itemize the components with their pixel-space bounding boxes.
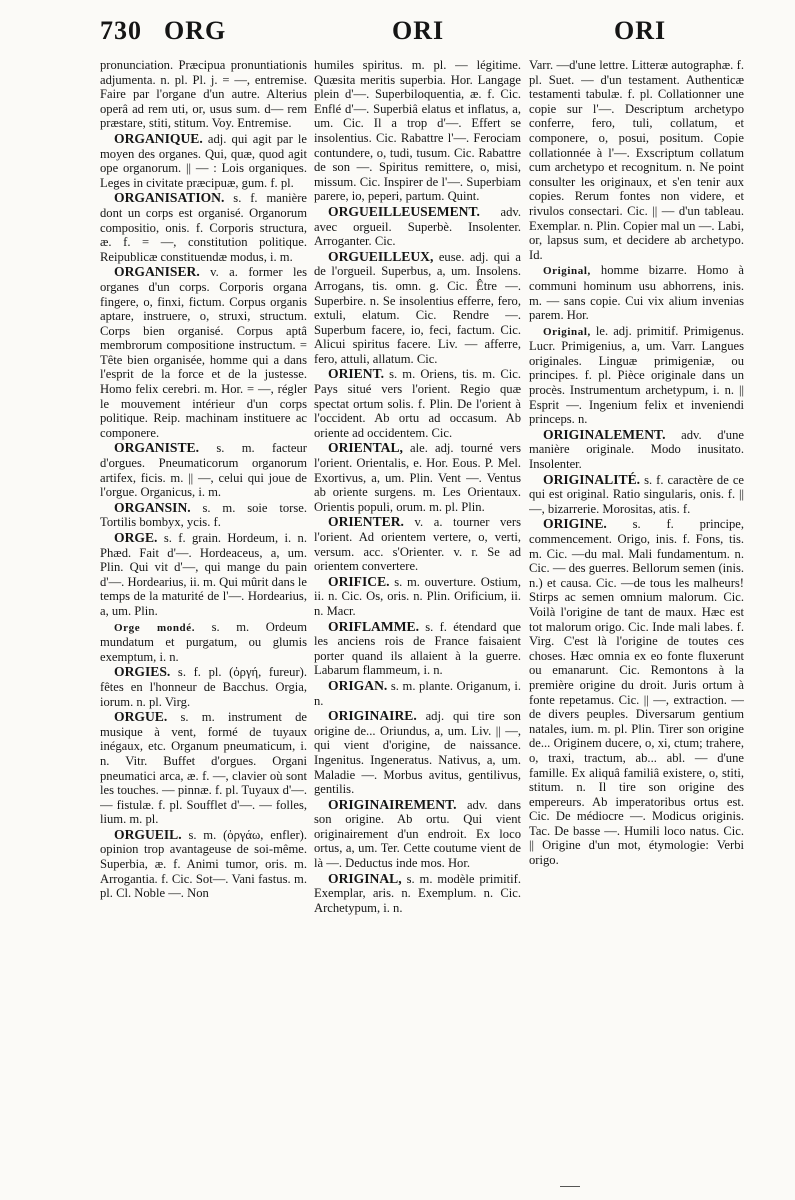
entry-definition: s. m. Oriens, tis. m. Cic. Pays situé vers l'orient. Regio quæ spectat ortum solis. f. Plin. De l'orient à l'occident. Ab ortu ad occasum. Ab oriente ad occidentem. Cic. [314, 367, 521, 440]
entry-headword: ORGUEILLEUX, [328, 248, 434, 264]
entry-definition: s. m. Ordeum mundatum et purgatum, ou glumis exemptum, i. n. [100, 619, 307, 664]
dictionary-entry [100, 191, 307, 264]
entry-headword: ORGE. [114, 530, 158, 545]
entry-definition: adv. d'une manière originale. Modo inusitato. Insolenter. [529, 427, 744, 472]
entry-definition: s. f. principe, commencement. Origo, inis. f. Fons, tis. m. Cic. —du mal. Mali fundamentum. n. Cic. — des guerres. Bellorum semen (inis. n.) et causa. Cic. —de tous les malheurs! Stirps ac semen omnium malorum. Cic. Voilà l'origine de tant de maux. Hæc est tot malorum origo. Cic. Inde mali labes. f. Virg. C'est là l'origine de toutes ces choses. Hæc omnia ex eo fonte fluxerunt ou emanarunt. Cic. Remontons à la première origine du droit. Juris ortum à fonte repetamus. Cic. || —, extraction. — de divers peuples. Diversarum gentium natales, ium. m. pl. Plin. Tirer son origine de... Originem ducere, o, xi, ctum; trahere, o, traxi, tractum, ab... abl. — d'une famille. Ex aliquâ familiâ existere, o, stiti, stitum. n. Il tire son origine des empereurs. Ab imperatoribus ortus est. Cic. De médiocre —. Modicus originis. Tac. De basse —. Humili loco natus. Cic. || Origine d'un mot, étymologie: Verbi origo. [529, 517, 744, 868]
entry-headword: Original, [543, 265, 591, 278]
entry-headword: ORGIES. [114, 664, 171, 680]
entry-headword: ORGUEILLEUSEMENT. [328, 203, 480, 219]
entry-definition: s. m. soie torse. Tortilis bombyx, ycis. f. [100, 500, 307, 530]
header-right-guide-word: ORI [614, 16, 667, 45]
entry-definition: Varr. —d'une lettre. Litteræ autographæ. f. pl. Suet. — d'un testament. Authenticæ testamenti tabulæ. f. pl. Collationner une copie sur l'—. Descriptum archetypo conferre, fero, tuli, collatum, et componere, o, posui, positum. Copie collationnée à l'—. Exscriptum collatum cum archetypo et recognitum. n. Ne point consulter les originaux, et s'en tenir aux copies. Rerum fontes non videre, et rivulos consectari. Cic. || — d'un tableau. Exemplar. n. Plin. Copier mal un —. Labi, or, lapsus sum, et decidere ab archetypo. Id. [529, 58, 744, 262]
entry-definition: homme bizarre. Homo à communi hominum usu abhorrens, inis. m. — sans copie. Cui vix alium invenias parem. Hor. [529, 263, 744, 323]
entry-definition: s. m. facteur d'orgues. Pneumaticorum organorum artifex, ficis. m. || —, celui qui joue de l'orgue. Organicus, i. m. [100, 441, 307, 500]
dictionary-entry [529, 263, 744, 322]
entry-headword: ORGANIQUE. [114, 130, 203, 146]
entry-definition: s. f. grain. Hordeum, i. n. Phæd. Fait d'—. Hordeaceus, a, um. Plin. Qui vit d'—, qui mange du pain d'—. Hordearius, ii. m. Qui mûrit dans le temps de la maturité de l'—. Hordearius, a, um. Plin. [100, 531, 307, 618]
dictionary-entry [314, 798, 521, 871]
dictionary-entry [529, 473, 744, 517]
dictionary-entry [314, 515, 521, 573]
dictionary-entry [314, 58, 521, 204]
entry-definition: s. m. plante. Origanum, i. n. [314, 678, 521, 708]
entry-headword: ORIGINAIREMENT. [328, 796, 457, 812]
entry-headword: Original, [543, 325, 591, 338]
dictionary-entry [314, 575, 521, 619]
entry-definition: adj. qui agit par le moyen des organes. Qui, quæ, quod agit ope organorum. || — : Lois organiques. Leges in civitate præcipuæ, gum. f. pl. [100, 131, 307, 190]
entry-definition: s. f. pl. (ὀργή, fureur). fêtes en l'honneur de Bacchus. Orgia, iorum. n. pl. Virg. [100, 665, 307, 709]
entry-headword: ORIGINAL, [328, 870, 402, 886]
entry-definition: adv. avec orgueil. Superbè. Insolenter. Arroganter. Cic. [314, 204, 521, 249]
entry-definition: v. a. tourner vers l'orient. Ad orientem vertere, o, verti, versum. acc. s'Orienter. v. r. Se ad orientem convertere. [314, 515, 521, 574]
entry-headword: ORGANISATION. [114, 190, 225, 206]
dictionary-entry [100, 265, 307, 440]
entry-headword: ORIGINAIRE. [328, 708, 417, 724]
dictionary-entry [100, 665, 307, 709]
dictionary-entry [100, 828, 307, 901]
entry-headword: ORIGINALITÉ. [543, 471, 641, 487]
entry-headword: Orge mondé. [114, 621, 196, 634]
entry-definition: adj. qui tire son origine de... Oriundus, a, um. Liv. || —, qui vient d'origine, de naissance. Ingenitus. Ingeneratus. Nativus, a, um. Maladie —. Morbus avitus, gentilivus, gentilis. [314, 709, 521, 797]
dictionary-entry [314, 441, 521, 514]
entry-headword: ORIGAN. [328, 677, 388, 693]
dictionary-entry [314, 872, 521, 916]
running-header [100, 16, 750, 56]
entry-definition: le. adj. primitif. Primigenus. Lucr. Primigenius, a, um. Varr. Langues originales. Linguæ primigeniæ, ou principes. f. pl. Pièce originale dans un procès. Instrumentum archetypum, i. n. || Esprit —. Ingenium felix et inveniendi princeps. n. [529, 323, 744, 427]
entry-headword: ORIGINE. [543, 516, 607, 532]
entry-headword: ORIGINALEMENT. [543, 426, 666, 442]
dictionary-entry [314, 679, 521, 708]
entry-definition: s. m. (ὀργάω, enfler). opinion trop avantageuse de soi-même. Superbia, æ. f. Animi tumor, oris. m. Arrogantia. f. Cic. Sot—. Vani fastus. m. pl. Cl. Noble —. Non [100, 827, 307, 901]
dictionary-entry [314, 620, 521, 678]
entry-definition: s. m. ouverture. Ostium, ii. n. Cic. Os, oris. n. Plin. Orificium, ii. n. Macr. [314, 574, 521, 618]
dictionary-entry [529, 428, 744, 472]
footer-rule [560, 1186, 580, 1187]
column-2 [314, 58, 521, 1178]
column-3 [529, 58, 744, 1178]
dictionary-entry [100, 441, 307, 499]
entry-headword: ORGUEIL. [114, 826, 182, 842]
entry-headword: ORGANISTE. [114, 440, 199, 456]
entry-definition: s. m. instrument de musique à vent, formé de tuyaux inégaux, etc. Organum pneumaticum, i. n. Vitr. Buffet d'orgues. Organi pneumatici arca, æ. f. —, clavier où sont les touches. — pinnæ. f. pl. Tuyaux d'—. — fistulæ. f. pl. Soufflet d'—. — folles, lium. m. pl. [100, 710, 307, 827]
dictionary-entry [100, 531, 307, 619]
entry-headword: ORIFLAMME. [328, 618, 419, 634]
entry-definition: s. f. caractère de ce qui est original. Ratio singularis, onis. f. || —, bizarrerie. Morositas, atis. f. [529, 472, 744, 516]
entry-headword: ORIENTAL, [328, 440, 403, 456]
dictionary-entry [314, 250, 521, 367]
dictionary-columns [100, 58, 750, 1178]
dictionary-entry [100, 132, 307, 190]
header-center-guide-word: ORI [392, 16, 445, 45]
entry-definition: adv. dans son origine. Ab ortu. Qui vient originairement d'un endroit. Ex loco ortus, a, um. Ter. Cette coutume vient de là —. Deductus inde mos. Hor. [314, 797, 521, 871]
dictionary-entry [100, 710, 307, 827]
entry-definition: s. f. étendard que les anciens rois de France faisaient porter quand ils allaient à la guerre. Labarum flammeum, i. n. [314, 619, 521, 678]
dictionary-entry [100, 501, 307, 530]
page-number: 730 [100, 16, 142, 45]
entry-headword: ORGANISER. [114, 264, 200, 280]
entry-headword: ORIFICE. [328, 573, 390, 589]
entry-definition: s. m. modèle primitif. Exemplar, aris. n. Exemplum. n. Cic. Archetypum, i. n. [314, 871, 521, 915]
entry-definition: euse. adj. qui a de l'orgueil. Superbus, a, um. Insolens. Arrogans, tis. omn. g. Cic. Être —. Superbire. n. Se insolentius efferre, fero, extuli, elatum. Cic. Rendre —. Superbum facere, io, feci, factum. Cic. Alicui spiritus facere. Liv. — afferre, fero, attuli, allatum. Cic. [314, 249, 521, 366]
entry-definition: humiles spiritus. m. pl. — légitime. Quæsita meritis superbia. Hor. Langage plein d'—. Superbiloquentia, æ. f. Cic. Enflé d'—. Superbiâ elatus et inflatus, a, um. Cic. Il a trop d'—. Effert se insolentius. Cic. Rabattre l'—. Ferociam contundere, o, tudi, tusum. Cic. Rabattre de son —. Spiritus remittere, o, misi, missum. Cic. Inspirer de l'—. Superbiam parere, io, peperi, partum. Quint. [314, 58, 521, 204]
dictionary-entry [314, 205, 521, 249]
entry-headword: ORIENT. [328, 366, 385, 382]
dictionary-entry [100, 620, 307, 665]
dictionary-entry [314, 367, 521, 440]
entry-definition: s. f. manière dont un corps est organisé. Organorum compositio, onis. f. Corporis structura, æ. f. = —, constitution politique. Reipublicæ constituendæ modus, i. m. [100, 191, 307, 264]
entry-definition: pronunciation. Præcipua pronuntiationis adjumenta. n. pl. Pl. j. = —, entremise. Faire par l'organe d'un autre. Alterius operâ ad rem uti, or, usus sum. d— rem præstare, stiti, stitum. Voy. Entremise. [100, 58, 307, 131]
entry-headword: ORGUE. [114, 709, 168, 725]
dictionary-entry [100, 58, 307, 131]
dictionary-entry [529, 58, 744, 262]
entry-definition: v. a. former les organes d'un corps. Corporis organa fingere, o, finxi, fictum. Corpus organis aptare, instruere, o, struxi, structum. Corps bien organisé. Corpus aptâ membrorum compositione instructum. = Tête bien organisée, homme qui a dans l'esprit de la force et de la justesse. Homo felix cerebri. m. Hor. = —, régler le mouvement intérieur d'un corps politique. Reip. machinam instituere ac componere. [100, 265, 307, 440]
entry-headword: ORIENTER. [328, 514, 404, 530]
header-left-guide-word: ORG [164, 16, 227, 45]
dictionary-entry [529, 517, 744, 867]
dictionary-entry [529, 324, 744, 427]
entry-headword: ORGANSIN. [114, 499, 191, 515]
dictionary-entry [314, 709, 521, 797]
entry-definition: ale. adj. tourné vers l'orient. Orientalis, e. Hor. Eous. P. Mel. Exortivus, a, um. Plin. Vent —. Ventus ab oriente surgens. m. Les Orientaux. Orientis populi, orum. m. pl. Plin. [314, 441, 521, 514]
column-1 [100, 58, 307, 1178]
